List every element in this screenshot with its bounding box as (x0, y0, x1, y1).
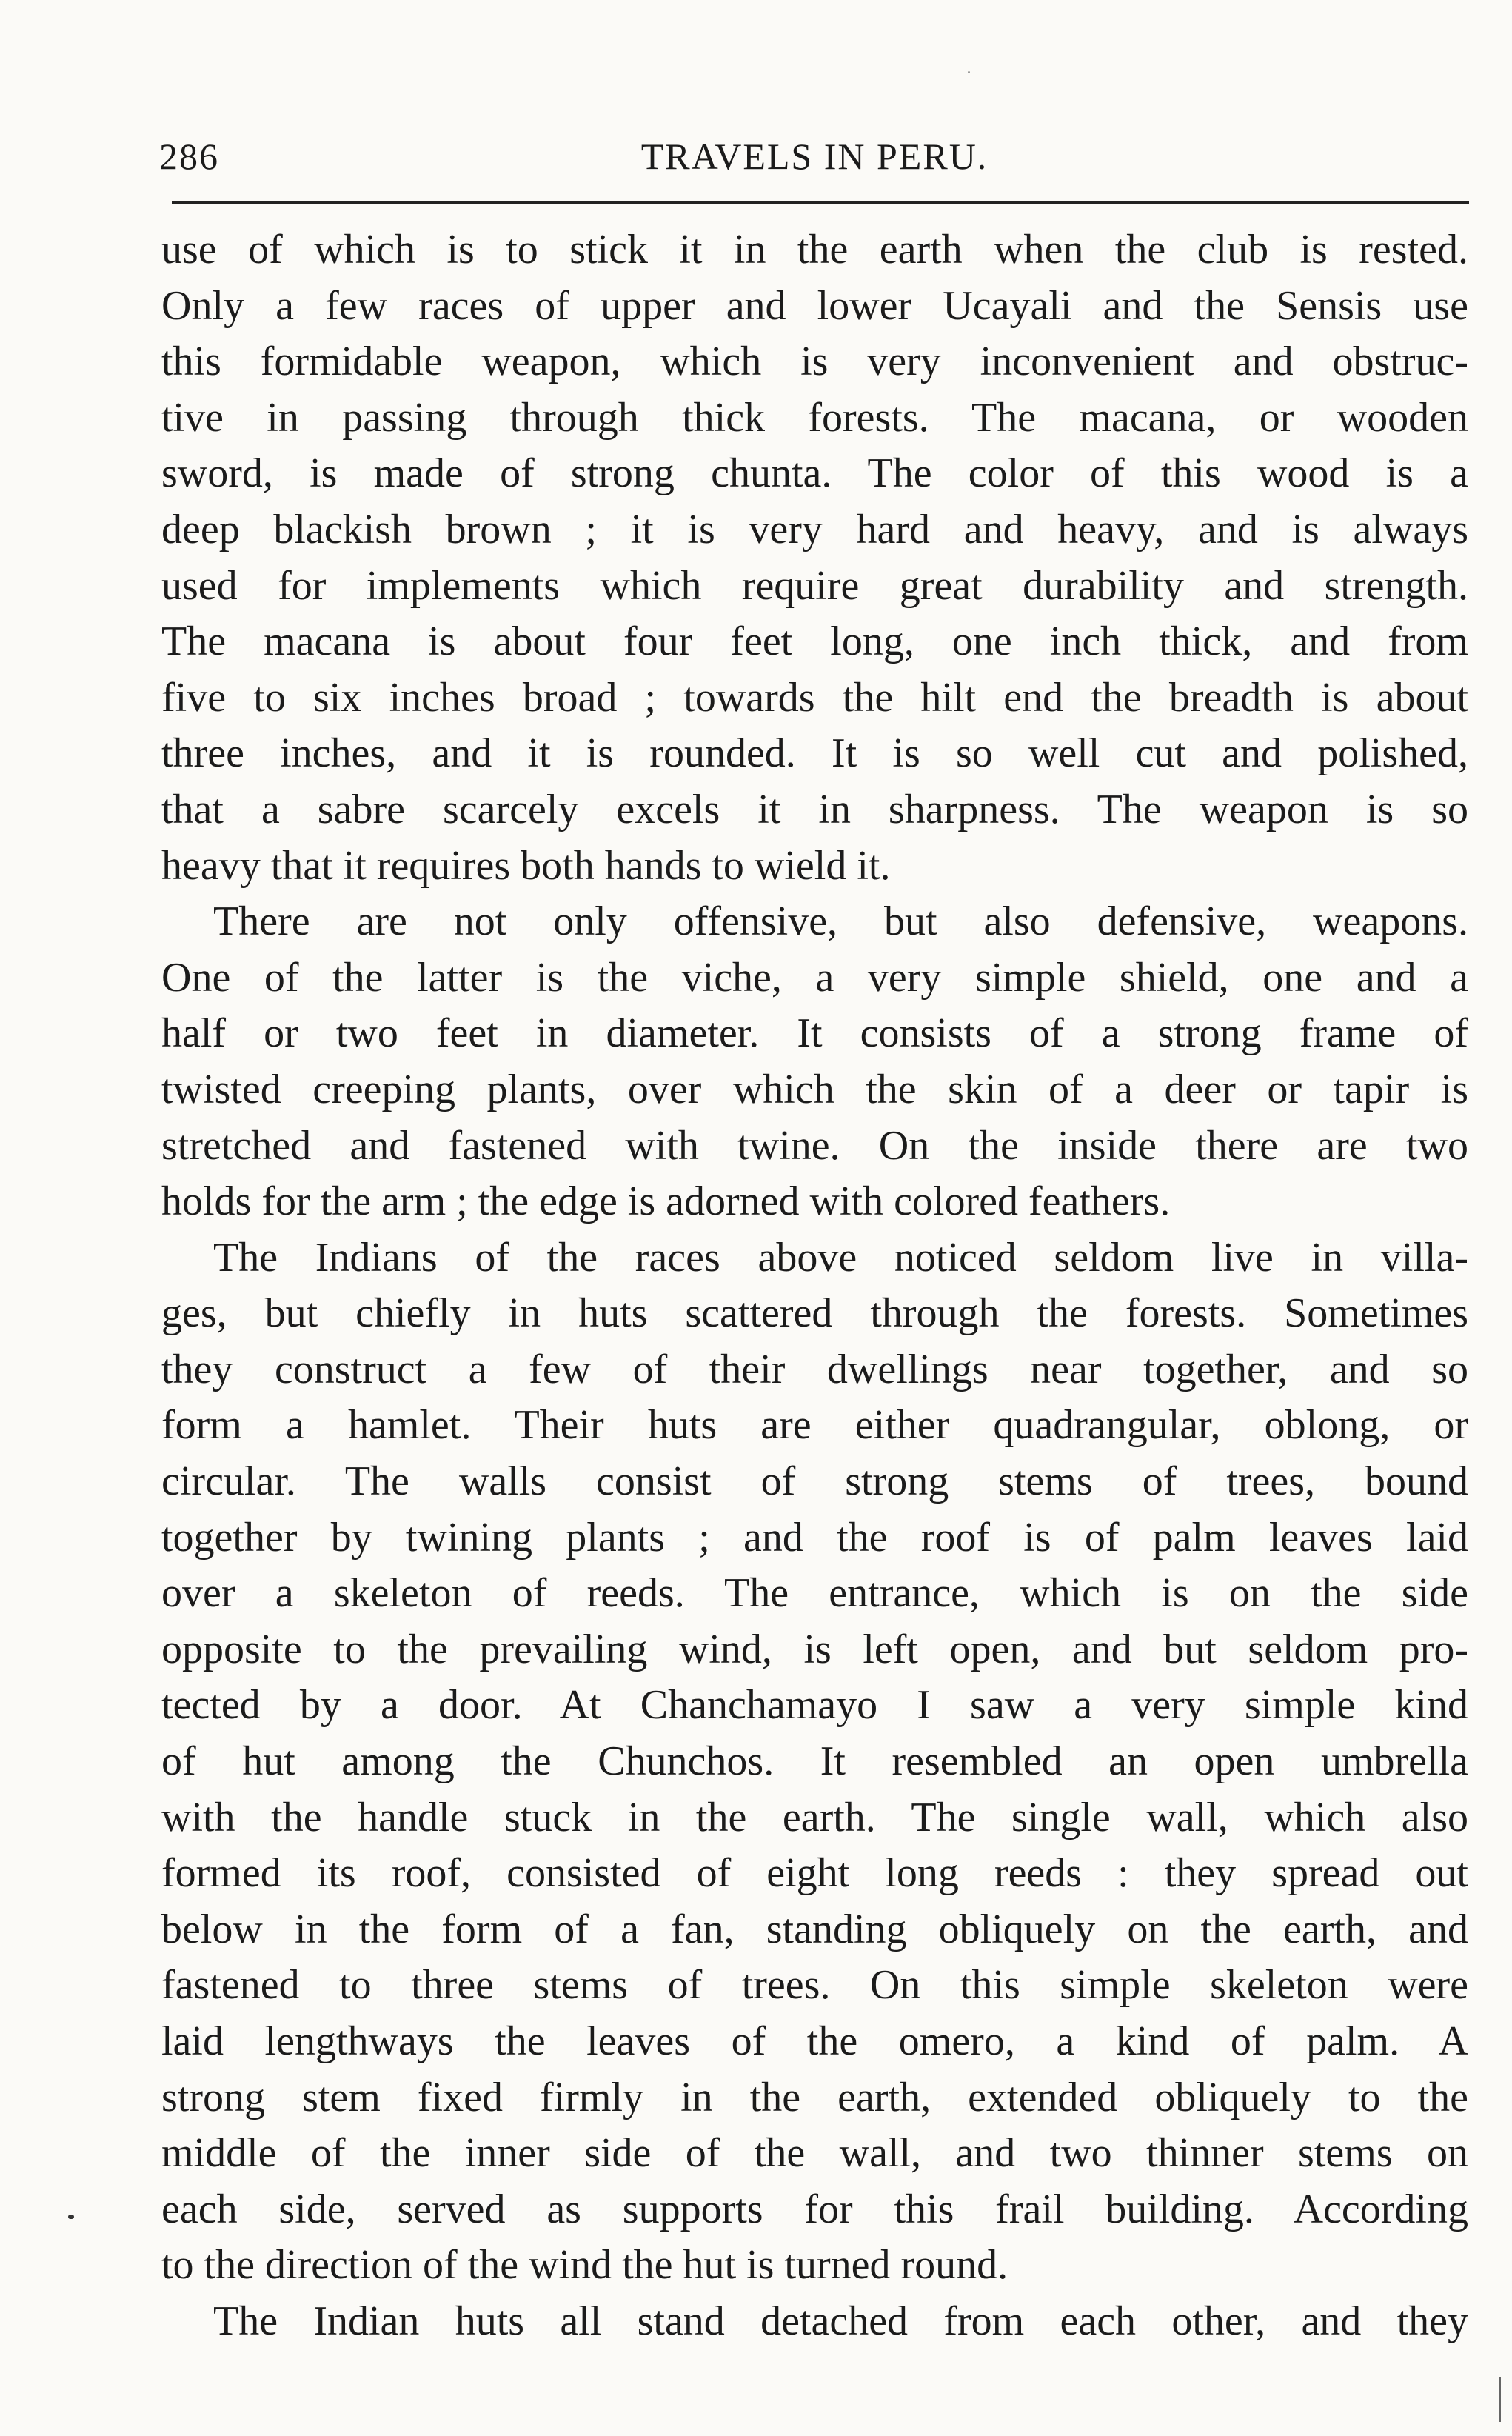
text-line: formed its roof, consisted of eight long reeds : they spread out (161, 1850, 1468, 1897)
body-text (161, 222, 1468, 2350)
text-line: opposite to the prevailing wind, is left open, and but seldom pro- (161, 1626, 1468, 1672)
text-line: deep blackish brown ; it is very hard and heavy, and is always (161, 506, 1468, 553)
text-line: strong stem fixed firmly in the earth, extended obliquely to the (161, 2074, 1468, 2120)
text-line: stretched and fastened with twine. On the inside there are two (161, 1122, 1468, 1169)
text-line: The macana is about four feet long, one inch thick, and from (161, 618, 1468, 665)
page-number: 286 (159, 136, 219, 177)
page-edge-mark (1499, 2377, 1501, 2422)
text-line: ges, but chiefly in huts scattered through the forests. Sometimes (161, 1290, 1468, 1337)
text-line: they construct a few of their dwellings near together, and so (161, 1346, 1468, 1392)
text-line: circular. The walls consist of strong stems of trees, bound (161, 1458, 1468, 1505)
running-title: TRAVELS IN PERU. (640, 136, 989, 177)
paragraph-end-line: holds for the arm ; the edge is adorned with colored feathers. (161, 1178, 1171, 1225)
text-line: that a sabre scarcely excels it in sharpness. The weapon is so (161, 786, 1468, 832)
header-rule (172, 201, 1469, 204)
text-line: tive in passing through thick forests. The macana, or wooden (161, 394, 1468, 441)
text-line: together by twining plants ; and the roof is of palm leaves laid (161, 1514, 1468, 1561)
paragraph-start-line: The Indians of the races above noticed seldom live in villa- (213, 1234, 1468, 1281)
text-line: sword, is made of strong chunta. The color of this wood is a (161, 450, 1468, 497)
paragraph-start-line: The Indian huts all stand detached from each other, and they (213, 2297, 1468, 2344)
paragraph-start-line: There are not only offensive, but also defensive, weapons. (213, 898, 1468, 945)
text-line: below in the form of a fan, standing obliquely on the earth, and (161, 1906, 1468, 1952)
text-line: twisted creeping plants, over which the skin of a deer or tapir is (161, 1066, 1468, 1112)
margin-ink-mark (68, 2215, 74, 2219)
text-line: Only a few races of upper and lower Ucayali and the Sensis use (161, 282, 1468, 329)
paper-speck (968, 71, 970, 73)
text-line: One of the latter is the viche, a very simple shield, one and a (161, 954, 1468, 1001)
text-line: over a skeleton of reeds. The entrance, which is on the side (161, 1570, 1468, 1617)
text-line: half or two feet in diameter. It consists of a strong frame of (161, 1010, 1468, 1057)
text-line: five to six inches broad ; towards the hilt end the breadth is about (161, 674, 1468, 721)
text-line: three inches, and it is rounded. It is so well cut and polished, (161, 730, 1468, 777)
text-line: of hut among the Chunchos. It resembled an open umbrella (161, 1738, 1468, 1785)
text-line: this formidable weapon, which is very inconvenient and obstruc- (161, 338, 1468, 385)
text-line: used for implements which require great durability and strength. (161, 562, 1468, 609)
text-line: with the handle stuck in the earth. The single wall, which also (161, 1794, 1468, 1841)
text-line: fastened to three stems of trees. On this simple skeleton were (161, 1962, 1468, 2009)
text-line: laid lengthways the leaves of the omero, a kind of palm. A (161, 2018, 1468, 2064)
paragraph-end-line: heavy that it requires both hands to wield it. (161, 842, 891, 889)
text-line: middle of the inner side of the wall, and two thinner stems on (161, 2130, 1468, 2177)
text-line: tected by a door. At Chanchamayo I saw a very simple kind (161, 1682, 1468, 1729)
text-line: use of which is to stick it in the earth when the club is rested. (161, 227, 1468, 273)
text-line: form a hamlet. Their huts are either quadrangular, oblong, or (161, 1402, 1468, 1449)
paragraph-end-line: to the direction of the wind the hut is turned round. (161, 2242, 1008, 2289)
page-header (159, 126, 1470, 178)
text-line: each side, served as supports for this frail building. According (161, 2186, 1468, 2232)
